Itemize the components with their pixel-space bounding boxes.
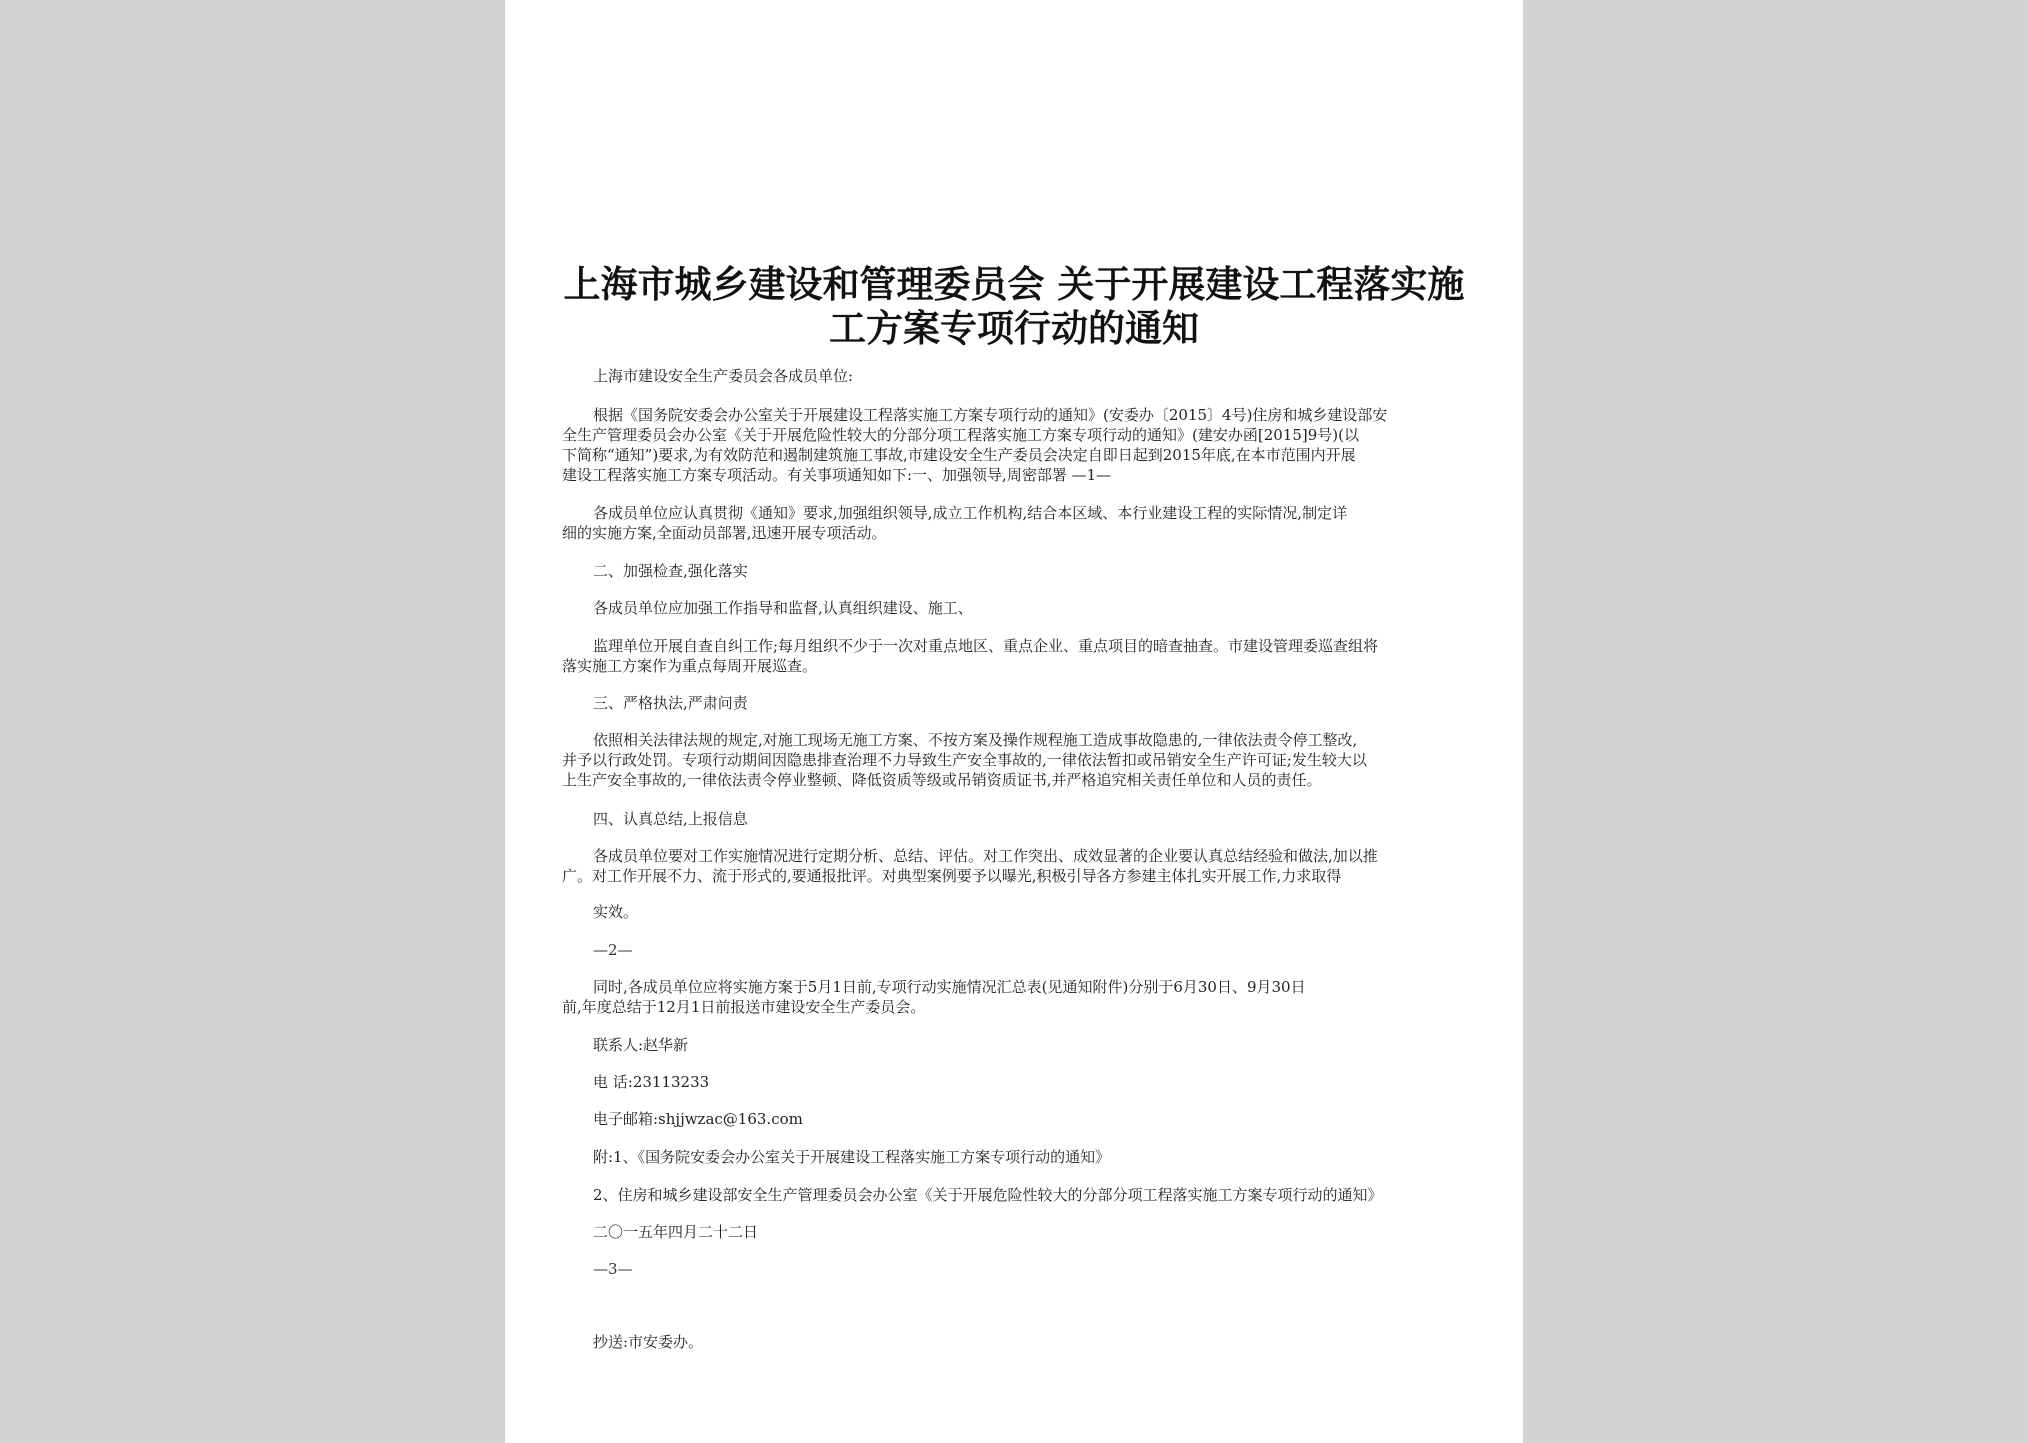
- salutation: 上海市建设安全生产委员会各成员单位:: [593, 367, 854, 385]
- section3-body-line-2: 并予以行政处罚。专项行动期间因隐患排查治理不力导致生产安全事故的,一律依法暂扣或吊销安全生产许可证;发生较大以: [562, 751, 1367, 769]
- section4-tail: 实效。: [593, 903, 639, 921]
- section2-heading: 二、加强检查,强化落实: [593, 562, 748, 580]
- section3-body-line-3: 上生产安全事故的,一律依法责令停业整顿、降低资质等级或吊销资质证书,并严格追究相关责任单位和人员的责任。: [562, 771, 1322, 789]
- intro-line-1: 根据《国务院安委会办公室关于开展建设工程落实施工方案专项行动的通知》(安委办〔2015〕4号)住房和城乡建设部安: [593, 406, 1388, 424]
- intro-line-3: 下简称“通知”)要求,为有效防范和遏制建筑施工事故,市建设安全生产委员会决定自即日起到2015年底,在本市范围内开展: [562, 446, 1356, 464]
- attachment-1: 附:1、《国务院安委会办公室关于开展建设工程落实施工方案专项行动的通知》: [593, 1148, 1111, 1166]
- section2-body-b-line-2: 落实施工方案作为重点每周开展巡查。: [562, 657, 818, 675]
- section3-body-line-1: 依照相关法律法规的规定,对施工现场无施工方案、不按方案及操作规程施工造成事故隐患的,一律依法责令停工整改,: [593, 731, 1358, 749]
- document-title: [545, 262, 1483, 350]
- section1-body-line-2: 细的实施方案,全面动员部署,迅速开展专项活动。: [562, 524, 887, 542]
- document-date: 二〇一五年四月二十二日: [593, 1223, 759, 1241]
- contact-phone: 电 话:23113233: [593, 1073, 710, 1091]
- page-number-2: —2—: [593, 941, 633, 959]
- closing-body-line-1: 同时,各成员单位应将实施方案于5月1日前,专项行动实施情况汇总表(见通知附件)分别于6月30日、9月30日: [593, 978, 1306, 996]
- contact-person: 联系人:赵华新: [593, 1036, 689, 1054]
- contact-email: 电子邮箱:shjjwzac@163.com: [593, 1110, 803, 1128]
- attachment-2: 2、住房和城乡建设部安全生产管理委员会办公室《关于开展危险性较大的分部分项工程落实施工方案专项行动的通知》: [593, 1186, 1383, 1204]
- section4-body-line-1: 各成员单位要对工作实施情况进行定期分析、总结、评估。对工作突出、成效显著的企业要认真总结经验和做法,加以推: [593, 847, 1378, 865]
- document-page: [505, 0, 1523, 1443]
- cc-recipients: 抄送:市安委办。: [593, 1333, 704, 1351]
- section4-body-line-2: 广。对工作开展不力、流于形式的,要通报批评。对典型案例要予以曝光,积极引导各方参建主体扎实开展工作,力求取得: [562, 867, 1342, 885]
- intro-line-2: 全生产管理委员会办公室《关于开展危险性较大的分部分项工程落实施工方案专项行动的通知》(建安办函[2015]9号)(以: [562, 426, 1359, 444]
- section2-body-b-line-1: 监理单位开展自查自纠工作;每月组织不少于一次对重点地区、重点企业、重点项目的暗查抽查。市建设管理委巡查组将: [593, 637, 1379, 655]
- title-line-2: 工方案专项行动的通知: [829, 306, 1199, 350]
- section2-body-a: 各成员单位应加强工作指导和监督,认真组织建设、施工、: [593, 599, 973, 617]
- page-number-3: —3—: [593, 1260, 633, 1278]
- closing-body-line-2: 前,年度总结于12月1日前报送市建设安全生产委员会。: [562, 998, 926, 1016]
- intro-line-4: 建设工程落实施工方案专项活动。有关事项通知如下:一、加强领导,周密部署 —1—: [562, 466, 1112, 484]
- section4-heading: 四、认真总结,上报信息: [593, 810, 748, 828]
- title-line-1: 上海市城乡建设和管理委员会 关于开展建设工程落实施: [563, 262, 1465, 306]
- section1-body-line-1: 各成员单位应认真贯彻《通知》要求,加强组织领导,成立工作机构,结合本区域、本行业建设工程的实际情况,制定详: [593, 504, 1348, 522]
- section3-heading: 三、严格执法,严肃问责: [593, 694, 748, 712]
